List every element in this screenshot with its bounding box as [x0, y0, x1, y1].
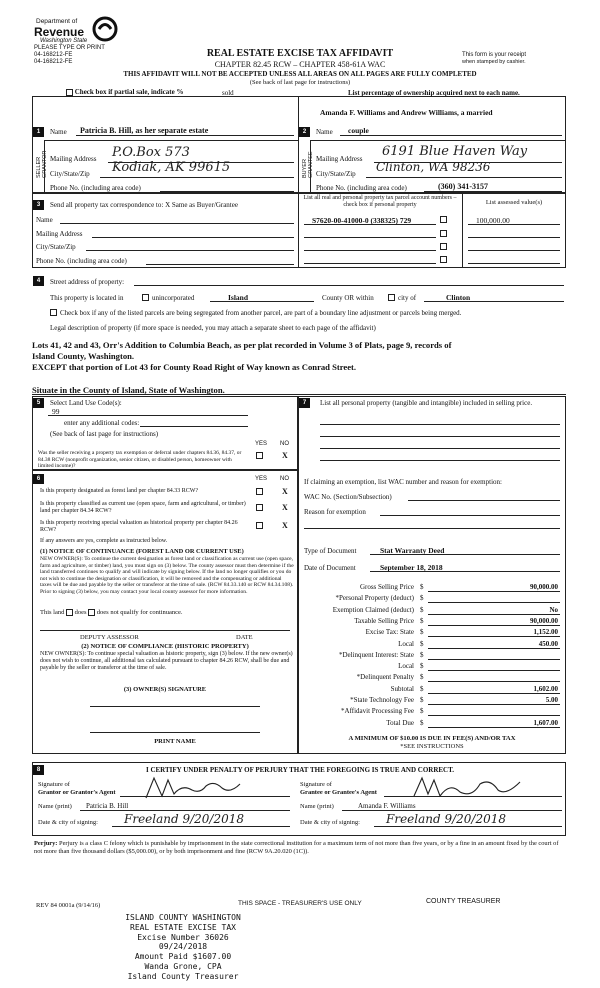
seller-mailing: P.O.Box 573	[112, 145, 190, 160]
tax-row-currency: $	[420, 684, 424, 693]
tax-row-currency: $	[420, 594, 424, 603]
send-correspondence-label: Send all property tax correspondence to: X Same as Buyer/Grantee	[50, 201, 238, 209]
dept-line2: Revenue	[34, 25, 85, 39]
print-name-label: PRINT NAME	[154, 738, 196, 745]
tax-row-label: *Delinquent Interest: State	[338, 650, 414, 659]
section-2-number: 2	[299, 127, 310, 137]
seller-side-label: SELLER GRANTOR	[36, 150, 48, 178]
tax-row-value: 1,607.00	[533, 718, 558, 727]
form-number-2: 04-168212-FE	[34, 59, 73, 65]
land-use-label: Select Land Use Code(s):	[50, 399, 122, 407]
print-note: PLEASE TYPE OR PRINT	[34, 45, 105, 51]
seller-mailing-label: Mailing Address	[50, 155, 97, 163]
s6-q1-no-mark: X	[282, 487, 288, 496]
legal-description	[32, 340, 572, 396]
tax-row-label: Total Due	[386, 718, 414, 727]
perjury-title: Perjury:	[34, 840, 58, 847]
tax-row-currency: $	[420, 650, 424, 659]
buyer-phone: (360) 341-3157	[438, 182, 488, 191]
certify-statement: I CERTIFY UNDER PENALTY OF PERJURY THAT THE FOREGOING IS TRUE AND CORRECT.	[145, 766, 454, 774]
stamp-line-4: 09/24/2018	[158, 942, 208, 952]
buyer-mailing: 6191 Blue Haven Way	[382, 144, 528, 159]
s5-exemption-question: Was the seller receiving a property tax exemption or deferral under chapters 84.36, 84.37, or 84.38 RCW (nonprofit organization, senior citizen, or disabled person, homeowner with limited income)?	[38, 450, 242, 469]
parcel-number: S7620-00-41000-0 (338325) 729	[312, 216, 412, 225]
grantee-date-city: Freeland 9/20/2018	[386, 812, 507, 826]
grantor-name-print: Patricia B. Hill	[86, 802, 129, 810]
stamp-line-6: Wanda Grone, CPA	[144, 961, 222, 971]
assessed-header: List assessed value(s)	[485, 199, 543, 206]
tax-row-currency: $	[420, 616, 424, 625]
grantee-sig-label-2: Grantee or Grantee's Agent	[300, 789, 377, 796]
partial-sale-checkbox[interactable]	[66, 89, 73, 96]
parcel-header: List all real and personal property tax parcel account numbers – check box if personal property	[303, 195, 457, 208]
s5-q1-yes-checkbox[interactable]	[256, 452, 263, 459]
tax-row-currency: $	[420, 718, 424, 727]
tax-row-label: *Affidavit Processing Fee	[341, 707, 414, 716]
additional-codes-label: enter any additional codes:	[64, 419, 140, 427]
county-label: County OR within	[322, 294, 374, 302]
tax-row-currency: $	[420, 707, 424, 716]
section-5-number: 5	[33, 398, 44, 408]
grantor-sig-label-1: Signature of	[38, 781, 70, 788]
tax-row-currency: $	[420, 605, 424, 614]
tax-row-label: *Personal Property (deduct)	[335, 594, 414, 603]
seller-name: Patricia B. Hill, as her separate estate	[80, 126, 209, 135]
tax-row-currency: $	[420, 639, 424, 648]
tax-row-value: 90,000.00	[530, 616, 558, 625]
s5-see-back: (See back of last page for instructions)	[50, 430, 159, 438]
assessed-value: 100,000.00	[476, 216, 510, 225]
street-address-label: Street address of property:	[50, 278, 125, 286]
stamp-line-3: Excise Number 36026	[137, 932, 229, 942]
s6-no-header: NO	[280, 476, 289, 482]
county-treasurer-label: COUNTY TREASURER	[426, 898, 501, 905]
grantee-name-print-label: Name (print)	[300, 803, 334, 810]
form-number-1: 04-168212-FE	[34, 52, 73, 58]
buyer-phone-label: Phone No. (including area code)	[316, 184, 407, 192]
s6-q3-yes-checkbox[interactable]	[256, 522, 263, 529]
s6-q3: Is this property receiving special valuation as historical property per chapter 84.26 RCW?	[40, 520, 238, 533]
grantor-name-print-label: Name (print)	[38, 803, 72, 810]
revenue-logo-icon	[92, 16, 118, 42]
treasurer-stamp	[98, 913, 268, 982]
form-warning: THIS AFFIDAVIT WILL NOT BE ACCEPTED UNLESS ALL AREAS ON ALL PAGES ARE FULLY COMPLETED	[123, 70, 477, 78]
rev-number: REV 84 0001a (9/14/16)	[36, 902, 101, 909]
legal-line-1: Lots 41, 42 and 43, Orr's Addition to Columbia Beach, as per plat recorded in Volume 3 of Plats, page 9, records of	[32, 340, 452, 350]
ownership-note: List percentage of ownership acquired next to each name.	[348, 89, 520, 97]
wac-label: WAC No. (Section/Subsection)	[304, 493, 392, 501]
grantor-signature	[140, 772, 250, 802]
parcel-1-personal-checkbox[interactable]	[440, 216, 447, 223]
parcel-2-personal-checkbox[interactable]	[440, 230, 447, 237]
s3-mailing-label: Mailing Address	[36, 230, 83, 238]
this-land-label: This land	[40, 609, 65, 616]
notice-continuance-title: (1) NOTICE OF CONTINUANCE (FOREST LAND OR CURRENT USE)	[40, 548, 244, 555]
buyer-city: Clinton, WA 98236	[376, 160, 491, 174]
tax-row-label: Gross Selling Price	[359, 583, 414, 591]
grantee-name-print: Amanda F. Williams	[358, 802, 416, 810]
stamp-line-5: Amount Paid $1607.00	[134, 952, 232, 962]
does-checkbox[interactable]	[66, 609, 73, 616]
section-3-number: 3	[33, 200, 44, 210]
city-value: Clinton	[446, 293, 471, 302]
tax-row-currency: $	[420, 673, 424, 682]
seller-name-label: Name	[50, 128, 67, 136]
tax-row-label: Subtotal	[390, 684, 414, 693]
grantor-date-city-label: Date & city of signing:	[38, 819, 98, 826]
doc-date: September 18, 2018	[380, 563, 443, 572]
buyer-name-label: Name	[316, 128, 333, 136]
tax-row-label: Local	[398, 639, 414, 648]
section-4-number: 4	[33, 276, 44, 286]
minimum-due-note: A MINIMUM OF $10.00 IS DUE IN FEE(S) AND/OR TAX	[348, 735, 516, 742]
s6-q1: Is this property designated as forest land per chapter 84.33 RCW?	[40, 488, 199, 494]
buyer-city-label: City/State/Zip	[316, 170, 356, 178]
parcel-3-personal-checkbox[interactable]	[440, 243, 447, 250]
s6-q2-no-mark: X	[282, 503, 288, 512]
tax-row-label: Taxable Selling Price	[354, 616, 414, 625]
s5-yes-header: YES	[255, 441, 268, 447]
tax-row-value: 450.00	[538, 639, 558, 648]
s5-no-header: NO	[280, 441, 289, 447]
tax-row-label: *State Technology Fee	[350, 696, 414, 704]
deputy-assessor-label: DEPUTY ASSESSOR	[80, 634, 139, 641]
seller-city-label: City/State/Zip	[50, 170, 90, 178]
stamp-line-7: Island County Treasurer	[127, 971, 239, 981]
s3-city-label: City/State/Zip	[36, 243, 76, 251]
s6-if-yes: If any answers are yes, complete as instructed below.	[40, 538, 168, 544]
sold-label: sold	[222, 89, 234, 97]
doc-type-label: Type of Document	[304, 547, 357, 555]
does-not-label: does not qualify for continuance.	[96, 609, 183, 616]
s6-q3-no-mark: X	[282, 521, 288, 530]
seller-phone-label: Phone No. (including area code)	[50, 184, 141, 192]
notice-compliance-title: (2) NOTICE OF COMPLIANCE (HISTORIC PROPERTY)	[81, 643, 249, 650]
perjury-text: Perjury is a class C felony which is punishable by imprisonment in the state correctional institution for a maximum term of not more than five years, or by a fine in an amount fixed by the court of not more than five thousand dollars ($5,000.00), or by both imprisonment and fine (RCW 9A.20.020 (1C)).	[34, 840, 559, 855]
doc-type: Stat Warranty Deed	[380, 546, 445, 555]
tax-row-value: 5.00	[545, 696, 558, 704]
tax-row-value: No	[549, 605, 558, 614]
section-1-number: 1	[33, 127, 44, 137]
s6-q2-yes-checkbox[interactable]	[256, 504, 263, 511]
personal-property-label: List all personal property (tangible and intangible) included in selling price.	[320, 399, 533, 407]
tax-row-currency: $	[420, 628, 424, 637]
s6-q2: Is this property classified as current use (open space, farm and agricultural, or timber) land per chapter 84.34 RCW?	[40, 501, 246, 514]
does-label: does	[74, 609, 87, 616]
grantee-sig-label-1: Signature of	[300, 781, 332, 788]
form-subtitle: CHAPTER 82.45 RCW – CHAPTER 458-61A WAC	[214, 60, 386, 69]
buyer-side-label: BUYER GRANTEE	[302, 151, 314, 178]
perjury-notice	[34, 840, 568, 856]
treasurer-space-label: THIS SPACE - TREASURER'S USE ONLY	[238, 900, 362, 907]
grantor-sig-label-2: Grantor or Grantor's Agent	[38, 789, 116, 796]
grantor-date-city: Freeland 9/20/2018	[124, 812, 245, 826]
legal-description-label: Legal description of property (if more space is needed, you may attach a separate sheet to each page of the affidavit)	[50, 324, 376, 332]
s6-yes-header: YES	[255, 476, 268, 482]
tax-row-currency: $	[420, 662, 424, 671]
section-8-number: 8	[33, 765, 44, 775]
see-back-note: (See back of last page for instructions)	[249, 79, 351, 86]
owner-signature-title: (3) OWNER(S) SIGNATURE	[123, 686, 207, 693]
s3-name-label: Name	[36, 216, 53, 224]
segregated-label: Check box if any of the listed parcels are being segregated from another parcel, are part of a boundary line adjustment or parcels being merged.	[60, 309, 462, 317]
land-use-code: 99	[52, 407, 60, 416]
unincorporated-label: unincorporated	[152, 294, 195, 302]
dept-line3: Washington State	[40, 38, 88, 44]
segregated-checkbox[interactable]	[50, 309, 57, 316]
county-value: Island	[228, 293, 249, 302]
tax-row-value: 90,000.00	[530, 583, 558, 591]
notice-compliance-body: NEW OWNER(S): To continue special valuation as historic property, sign (3) below. If the new owner(s) does not wish to continue, all additional tax calculated pursuant to chapter 84.26 RCW, shall be due and payable by the seller or transferor at the time of sale.	[40, 651, 293, 671]
stamp-line-2: REAL ESTATE EXCISE TAX	[130, 922, 236, 932]
tax-row-label: Exemption Claimed (deduct)	[332, 605, 414, 614]
partial-sale-row	[66, 88, 183, 96]
s5-q1-no-mark: X	[282, 451, 288, 460]
form-title: REAL ESTATE EXCISE TAX AFFIDAVIT	[206, 48, 394, 59]
grantee-date-city-label: Date & city of signing:	[300, 819, 360, 826]
buyer-mailing-label: Mailing Address	[316, 155, 363, 163]
section-7-number: 7	[299, 398, 310, 408]
notice-continuance-body: NEW OWNER(S): To continue the current designation as forest land or classification as current use (open space, farm and agriculture, or timber) land, you must sign on (3) below. The county assessor must then determine if the land transferred continues to qualify and will indicate by signing below. If the land no longer qualifies or you do not wish to continue the designation or classification, it will be removed and the compensating or additional taxes will be due and payable by the seller or transferor at the time of sale. (RCW 84.33.140 or RCW 84.34.108). Prior to signing (3) below, you may contact your local county assessor for more information.	[40, 556, 294, 595]
see-instructions-note: *SEE INSTRUCTIONS	[400, 743, 464, 750]
reason-label: Reason for exemption	[304, 508, 366, 516]
tax-row-label: Excise Tax: State	[365, 628, 414, 637]
doc-date-label: Date of Document	[304, 564, 356, 572]
stamp-line-1: ISLAND COUNTY WASHINGTON	[125, 913, 241, 922]
exemption-label: If claiming an exemption, list WAC number and reason for exemption:	[304, 478, 502, 486]
buyer-name-line2: couple	[348, 126, 369, 135]
buyer-name-line1: Amanda F. Williams and Andrew Williams, a married	[320, 108, 493, 117]
dept-line1: Department of	[36, 18, 78, 25]
located-label: This property is located in	[50, 294, 124, 302]
does-not-checkbox[interactable]	[88, 609, 95, 616]
city-of-checkbox[interactable]	[388, 294, 395, 301]
section-6-number: 6	[33, 474, 44, 484]
this-land-row	[40, 609, 183, 616]
parcel-4-personal-checkbox[interactable]	[440, 256, 447, 263]
tax-row-value: 1,602.00	[533, 684, 558, 693]
situate-line: Situate in the County of Island, State of Washington.	[32, 385, 225, 395]
tax-row-value: 1,152.00	[533, 628, 558, 637]
tax-row-currency: $	[420, 583, 424, 591]
tax-row-label: Local	[398, 662, 414, 671]
legal-line-3: EXCEPT that portion of Lot 43 for County Road Right of Way known as Conrad Street.	[32, 362, 357, 372]
partial-sale-label: Check box if partial sale, indicate %	[74, 88, 184, 96]
s3-phone-label: Phone No. (including area code)	[36, 257, 127, 265]
receipt-note-2: when stamped by cashier.	[462, 59, 526, 65]
tax-row-currency: $	[420, 696, 424, 704]
grantee-signature	[410, 772, 530, 802]
seller-city: Kodiak, AK 99615	[112, 160, 231, 175]
deputy-date-label: DATE	[236, 634, 253, 641]
s6-q1-yes-checkbox[interactable]	[256, 488, 263, 495]
receipt-note-1: This form is your receipt	[462, 52, 527, 58]
legal-line-2: Island County, Washington.	[32, 351, 135, 361]
city-of-label: city of	[398, 294, 417, 302]
tax-row-label: *Delinquent Penalty	[356, 673, 414, 682]
unincorporated-checkbox[interactable]	[142, 294, 149, 301]
